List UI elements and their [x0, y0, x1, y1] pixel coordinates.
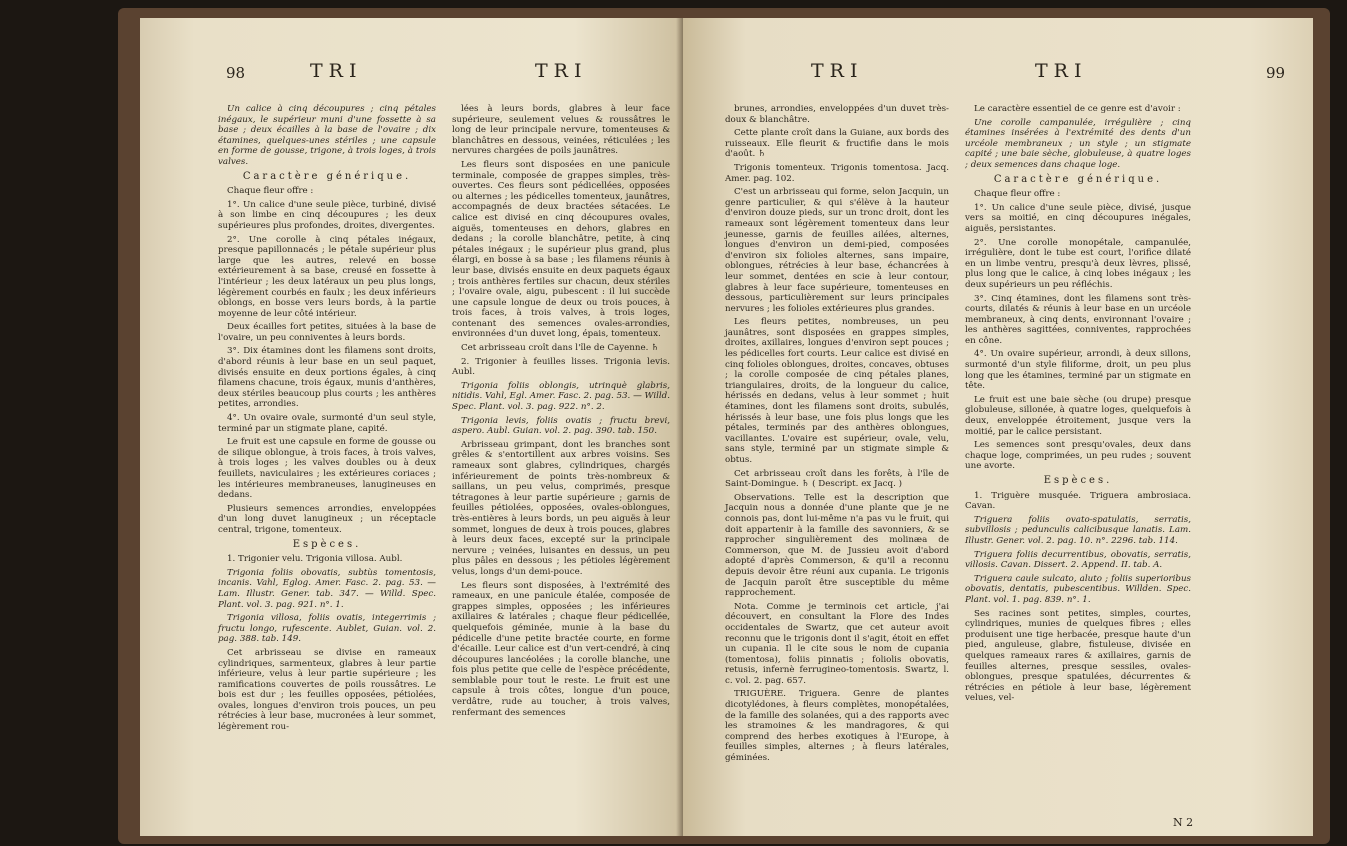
paragraph: Chaque fleur offre : [227, 186, 314, 197]
left-column-1 [218, 104, 436, 736]
left-page-number: 98 [226, 64, 246, 82]
paragraph: Les fleurs petites, nombreuses, un peu jaunâtres, sont disposées en grappes simples, droites, axillaires, longues d'environ sept pouces ; les pédicelles fort courts. Leur calice est divisé en cinq folioles oblongues, droites, concaves, obtuses ; la corolle composée de cinq pétales planes, triangulaires, droits, de la longueur du calice, hérissés en dedans, velus à leur sommet ; huit étamines, dont les filamens sont droits, subulés, hérissés à leur base, une fois plus longs que les pétales, terminés par des anthères oblongues, vacillantes. L'ovaire est supérieur, ovale, velu, sans style, terminé par un stigmate simple & obtus. [725, 317, 949, 465]
right-running-head-a: TRI [811, 60, 864, 82]
paragraph: Triguera foliis ovato-spatulatis, serratis, subvillosis ; pedunculis calicibusque lanatis. Lam. Illustr. Gener. vol. 2. pag. 10. n°. 2296. tab. 114. [965, 514, 1191, 546]
section-heading: Espèces. [292, 538, 362, 550]
paragraph: Triguera foliis decurrentibus, obovatis, serratis, villosis. Cavan. Dissert. 2. Append. II. tab. A. [965, 549, 1191, 571]
paragraph: Plusieurs semences arrondies, enveloppées d'un long duvet lanugineux ; un réceptacle central, trigone, tomenteux. [218, 503, 436, 535]
right-column-2 [965, 104, 1191, 707]
paragraph: Le caractère essentiel de ce genre est d'avoir : [974, 104, 1181, 114]
right-page-number: 99 [1266, 64, 1286, 82]
paragraph: Les fleurs sont disposées en une panicule terminale, composée de grappes simples, très-ouvertes. Ces fleurs sont pédicellées, opposées ou alternes ; les pédicelles tomenteux, jaunâtres, accompagnés de deux bractées sétacées. Le calice est divisé en cinq découpures ovales, aiguës, tomenteuses en dehors, glabres en dedans ; la corolle blanchâtre, petite, à cinq pétales inégaux ; le supérieur plus grand, plus élargi, en bosse à sa base ; les filamens réunis à leur base, divisés ensuite en deux paquets égaux ; trois anthères fertiles sur chacun, deux stériles ; l'ovaire ovale, aigu, pubescent : il lui succède une capsule longue de deux ou trois pouces, à trois faces, à trois valves, à trois loges, contenant des semences ovales-arrondies, environnées d'un duvet long, épais, tomenteux. [452, 159, 670, 340]
species-entry: 2. Trigonier à feuilles lisses. Trigonia levis. Aubl. [452, 356, 670, 378]
paragraph: Les fleurs sont disposées, à l'extrémité des rameaux, en une panicule étalée, composée de grappes simples, opposées ; les inférieures axillaires & latérales ; chaque fleur pédicellée, quelquefois géminée, munie à la base du pédicelle d'une petite bractée courte, en forme d'écaille. Leur calice est d'un vert-cendré, à cinq découpures lancéolées ; la corolle blanche, une fois plus petite que celle de l'espèce précédente, semblable pour tout le reste. Le fruit est une capsule à trois côtes, longue d'un pouce, verdâtre, rude au toucher, à trois valves, renfermant des semences [452, 580, 670, 718]
paragraph: 1°. Un calice d'une seule pièce, turbiné, divisé à son limbe en cinq découpures ; les deux supérieures plus profondes, droites, divergentes. [218, 199, 436, 231]
paragraph: Chaque fleur offre : [974, 189, 1061, 200]
paragraph: 2°. Une corolle monopétale, campanulée, irrégulière, dont le tube est court, l'orifice dilaté en un limbe ventru, presqu'à deux lèvres, plissé, plus long que le calice, à cinq lobes inégaux ; les deux supérieurs un peu réfléchis. [965, 237, 1191, 290]
paragraph: 3°. Cinq étamines, dont les filamens sont très-courts, dilatés & réunis à leur base en un urcéole membraneux, à cinq dents, environnant l'ovaire ; les anthères sagittées, conniventes, rapprochées en cône. [965, 293, 1191, 346]
paragraph: 4°. Un ovaire supérieur, arrondi, à deux sillons, surmonté d'un style filiforme, droit, un peu plus long que les étamines, terminé par un stigmate en tête. [965, 349, 1191, 392]
paragraph: C'est un arbrisseau qui forme, selon Jacquin, un genre particulier, & qui s'élève à la hauteur d'environ douze pieds, sur un tronc droit, dont les rameaux sont légèrement tomenteux dans leur jeunesse, garnis de feuilles ailées, alternes, longues d'environ un demi-pied, composées d'environ six folioles alternes, sans impaire, oblongues, rétrécies à leur base, échancrées à leur sommet, dentées en scie à leur contour, glabres à leur face supérieure, tomenteuses en dessous, particulièrement sur leurs principales nervures ; les folioles extérieures plus grandes. [725, 187, 949, 314]
paragraph: Le fruit est une capsule en forme de gousse ou de silique oblongue, à trois faces, à trois valves, à trois loges ; les valves doubles ou à deux feuillets, naviculaires ; les extérieures coriaces ; les intérieures membraneuses, lanugineuses en dedans. [218, 437, 436, 501]
paragraph: Cet arbrisseau croît dans les forêts, à l'île de Saint-Domingue. ♄ ( Descript. ex Jacq. ) [725, 468, 949, 490]
paragraph: Ses racines sont petites, simples, courtes, cylindriques, munies de quelques fibres ; elles produisent une tige herbacée, presque haute d'un pied, anguleuse, glabre, fistuleuse, divisée en quelques rameaux rares & axillaires, garnis de feuilles alternes, presque sessiles, ovales-oblongues, presque spatulées, décurrentes & rétrécies en pétiole à leur base, légèrement velues, vel- [965, 608, 1191, 704]
species-entry: 1. Triguère musquée. Triguera ambrosiaca. Cavan. [965, 490, 1191, 512]
right-column-1 [725, 104, 949, 767]
left-column-2 [452, 104, 670, 721]
paragraph: Les semences sont presqu'ovales, deux dans chaque loge, comprimées, un peu rudes ; souvent une avorte. [965, 440, 1191, 472]
genus-summary: Une corolle campanulée, irrégulière ; cinq étamines insérées à l'extrémité des dents d'un urcéole membraneux ; un style ; un stigmate capité ; une baie sèche, globuleuse, à quatre loges ; deux semences dans chaque loge. [965, 117, 1191, 170]
left-running-head-a: TRI [310, 60, 363, 82]
paragraph: 4°. Un ovaire ovale, surmonté d'un seul style, terminé par un stigmate plane, capité. [218, 413, 436, 434]
section-heading: Caractère générique. [242, 170, 412, 182]
section-heading: Espèces. [1043, 475, 1113, 486]
paragraph: brunes, arrondies, enveloppées d'un duvet très-doux & blanchâtre. [725, 104, 949, 125]
paragraph: Nota. Comme je terminois cet article, j'ai découvert, en consultant la Flore des Indes occidentales de Swartz, que cet auteur avoit reconnu que le trigonis dont il s'agit, étoit en effet un cupania. Il le cite sous le nom de cupania (tomentosa), foliis pinnatis ; foliolis obovatis, retusis, infernè ferrugineo-tomentosis. Swartz, l. c. vol. 2. pag. 657. [725, 601, 949, 686]
paragraph: Trigonia levis, foliis ovatis ; fructu brevi, aspero. Aubl. Guian. vol. 2. pag. 390. tab. 150. [452, 415, 670, 437]
paragraph: Trigonia foliis oblongis, utrinquè glabris, nitidis. Vahl, Egl. Amer. Fasc. 2. pag. 53. — Willd. Spec. Plant. vol. 3. pag. 922. n°. 2. [452, 380, 670, 413]
section-heading: Caractère générique. [993, 173, 1163, 185]
paragraph: Arbrisseau grimpant, dont les branches sont grêles & s'entortillent aux arbres voisins. Ses rameaux sont glabres, cylindriques, chargés inférieurement de points très-nombreux & saillans, un peu velus, comprimés, presque tétragones à leur partie supérieure ; garnis de feuilles pétiolées, opposées, ovales-oblongues, très-entières à leurs bords, un peu aiguës à leur sommet, longues de deux à trois pouces, glabres à leurs deux faces, excepté sur la principale nervure ; veinées, luisantes en dessus, un peu plus pâles en dessous ; les pétioles légèrement velus, longs d'un demi-pouce. [452, 439, 670, 577]
paragraph: Deux écailles fort petites, situées à la base de l'ovaire, un peu conniventes à leurs bords. [218, 322, 436, 343]
paragraph: Trigonia villosa, foliis ovatis, integerrimis ; fructu longo, rufescente. Aublet, Guian. vol. 2. pag. 388. tab. 149. [218, 613, 436, 645]
genus-summary: Un calice à cinq découpures ; cinq pétales inégaux, le supérieur muni d'une fossette à sa base ; deux écailles à la base de l'ovaire ; dix étamines, quelques-unes stériles ; une capsule en forme de gousse, trigone, à trois loges, à trois valves. [218, 104, 436, 167]
paragraph: 2°. Une corolle à cinq pétales inégaux, presque papillonnacés ; le pétale supérieur plus large que les autres, relevé en bosse extérieurement à sa base, creusé en fossette à l'intérieur ; les deux latéraux un peu plus longs, légèrement courbés en faulx ; les deux inférieurs oblongs, en bosse vers leurs bords, à la partie moyenne de leur côté intérieur. [218, 234, 436, 319]
paragraph: Le fruit est une baie sèche (ou drupe) presque globuleuse, sillonée, à quatre loges, quelquefois à deux, enveloppée étroitement, jusque vers la moitié, par le calice persistant. [965, 394, 1191, 437]
species-entry: Trigonis tomenteux. Trigonis tomentosa. Jacq. Amer. pag. 102. [725, 162, 949, 184]
paragraph: 3°. Dix étamines dont les filamens sont droits, d'abord réunis à leur base en un seul paquet, divisés ensuite en deux portions égales, à cinq filamens chacune, trois égaux, munis d'anthères, deux stériles beaucoup plus courts ; les anthères petites, arrondies. [218, 346, 436, 410]
paragraph: Cette plante croît dans la Guiane, aux bords des ruisseaux. Elle fleurit & fructifie dans le mois d'août. ♄ [725, 128, 949, 160]
left-page [140, 18, 683, 836]
paragraph: Triguera caule sulcato, aluto ; foliis superioribus obovatis, dentatis, pubescentibus. Willden. Spec. Plant. vol. 1. pag. 839. n°. 1. [965, 573, 1191, 605]
left-running-head-b: TRI [535, 60, 588, 82]
paragraph: Cet arbrisseau se divise en rameaux cylindriques, sarmenteux, glabres à leur partie inférieure, velus à leur partie supérieure ; les ramifications couvertes de poils roussâtres. Le bois est dur ; les feuilles opposées, pétiolées, ovales, longues d'environ trois pouces, un peu rétrécies à leur base, mucronées à leur sommet, légèrement rou- [218, 647, 436, 733]
genus-entry: TRIGUÈRE. Triguera. Genre de plantes dicotylédones, à fleurs complètes, monopétalées, de la famille des solanées, qui a des rapports avec les stramoines & les mandragores, & qui comprend des herbes exotiques à l'Europe, à feuilles simples, alternes ; à fleurs latérales, géminées. [725, 689, 949, 764]
right-running-head-b: TRI [1035, 60, 1088, 82]
paragraph: lées à leurs bords, glabres à leur face supérieure, seulement velues & roussâtres le long de leur principale nervure, tomenteuses & blanchâtres en dessous, veinées, réticulées ; les nervures chargées de poils jaunâtres. [452, 104, 670, 157]
paragraph: Cet arbrisseau croît dans l'île de Cayenne. ♄ [461, 343, 659, 354]
paragraph: Observations. Telle est la description que Jacquin nous a donnée d'une plante que je ne connois pas, dont lui-même n'a pas vu le fruit, qui doit appartenir à la famille des savonniers, & se rapprocher singulièrement des molinæa de Commerson, que M. de Jussieu avoit d'abord adopté d'après Commerson, & qu'il a reconnu depuis devoir être réuni aux cupania. Le trigonis de Jacquin paroît être susceptible du même rapprochement. [725, 492, 949, 599]
paragraph: 1°. Un calice d'une seule pièce, divisé, jusque vers sa moitié, en cinq découpures inégales, aiguës, persistantes. [965, 202, 1191, 234]
right-page [683, 18, 1313, 836]
species-entry: 1. Trigonier velu. Trigonia villosa. Aubl. [227, 554, 403, 565]
signature-mark: N 2 [1173, 816, 1194, 829]
paragraph: Trigonia foliis obovatis, subtùs tomentosis, incanis. Vahl, Eglog. Amer. Fasc. 2. pag. 53. — Lam. Illustr. Gener. tab. 347. — Willd. Spec. Plant. vol. 3. pag. 921. n°. 1. [218, 567, 436, 610]
